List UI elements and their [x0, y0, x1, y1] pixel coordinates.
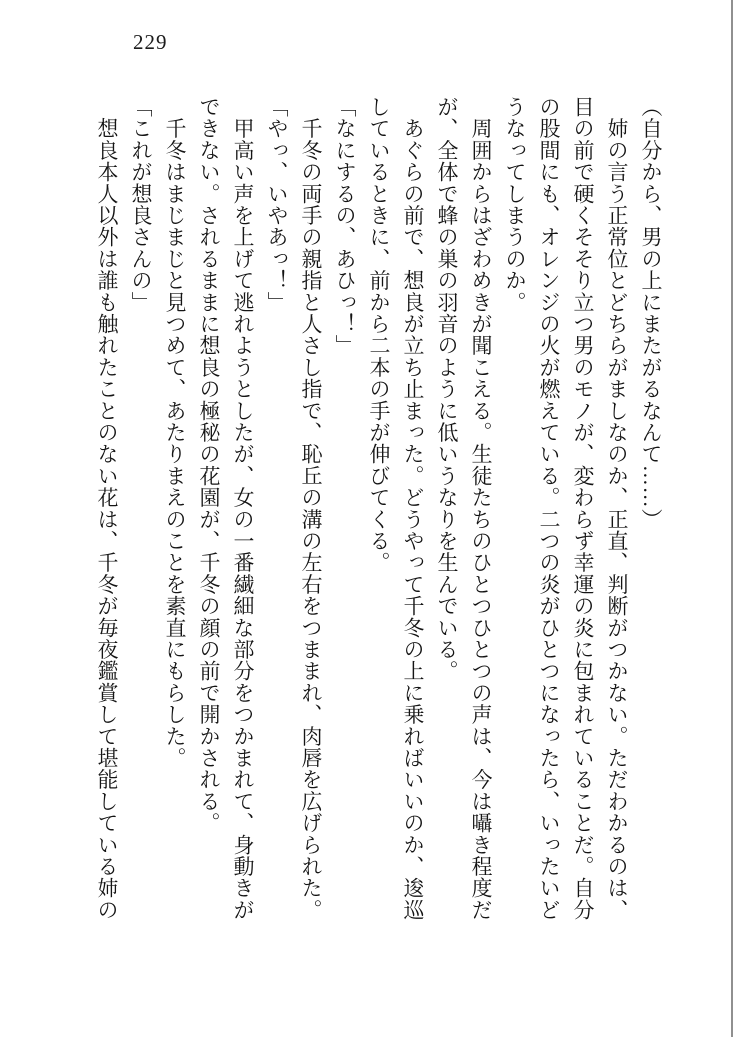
text-line: しているときに、前から二本の手が伸びてくる。	[367, 96, 391, 574]
text-line: 「これが想良さんの」	[129, 96, 153, 313]
text-line: 「なにするの、あひっ！」	[333, 96, 357, 357]
text-line: が、全体で蜂の巣の羽音のように低いうなりを生んでいる。	[435, 96, 459, 682]
text-line: あぐらの前で、想良が立ち止まった。どうやって千冬の上に乗ればいいのか、逡巡	[401, 96, 425, 921]
page-number: 229	[133, 30, 168, 54]
vertical-text-block	[90, 96, 668, 938]
text-line: 目の前で硬くそそり立つ男のモノが、変わらず幸運の炎に包まれていることだ。自分	[571, 96, 595, 921]
text-line: 甲高い声を上げて逃れようとしたが、女の一番繊細な部分をつかまれて、身動きが	[231, 96, 255, 921]
text-line: 千冬の両手の親指と人さし指で、恥丘の溝の左右をつままれ、肉唇を広げられた。	[299, 96, 323, 921]
text-line: 「やっ、いやあっ！」	[265, 96, 289, 313]
text-line: 想良本人以外は誰も触れたことのない花は、千冬が毎夜鑑賞して堪能している姉の	[95, 96, 119, 921]
text-line: の股間にも、オレンジの火が燃えている。二つの炎がひとつになったら、いったいど	[537, 96, 561, 921]
page-edge-line	[731, 0, 733, 1037]
text-line: 姉の言う正常位とどちらがましなのか、正直、判断がつかない。ただわかるのは、	[605, 96, 629, 921]
text-line: うなってしまうのか。	[503, 96, 527, 313]
text-line: できない。されるままに想良の極秘の花園が、千冬の顔の前で開かされる。	[197, 96, 221, 834]
text-line: 千冬はまじまじと見つめて、あたりまえのことを素直にもらした。	[163, 96, 187, 769]
text-line: （自分から、男の上にまたがるなんて……）	[639, 96, 663, 530]
text-line: 周囲からはざわめきが聞こえる。生徒たちのひとつひとつの声は、今は囁き程度だ	[469, 96, 493, 921]
